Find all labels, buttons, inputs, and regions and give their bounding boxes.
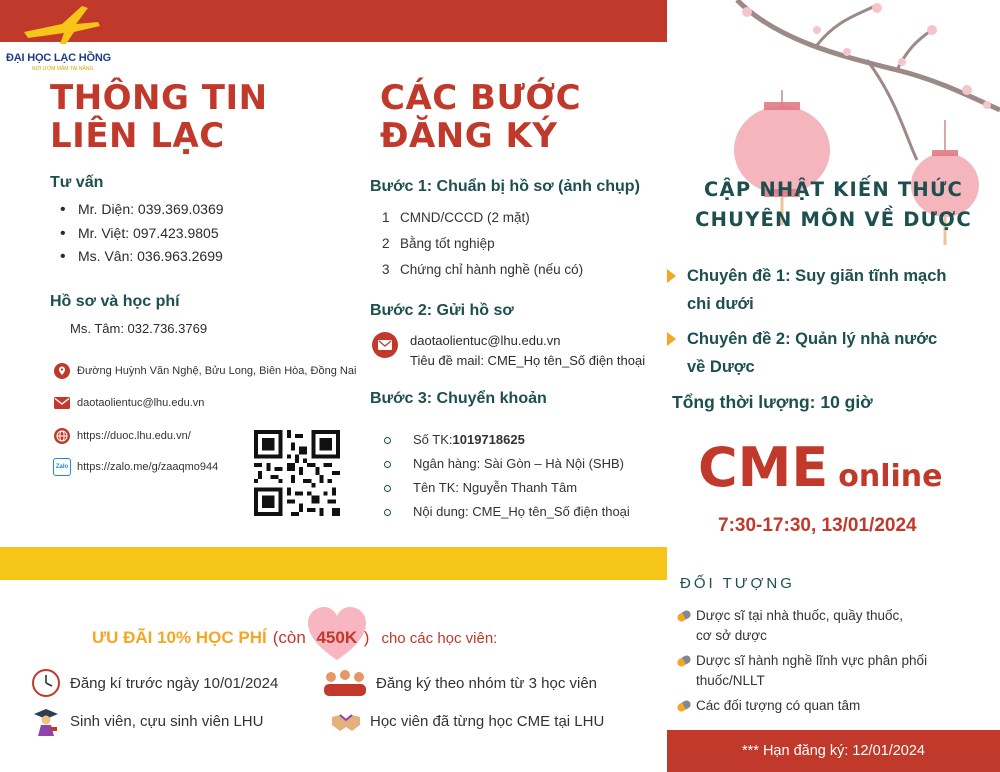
benefit-text: Sinh viên, cựu sinh viên LHU [70, 712, 264, 730]
item-text: Chứng chỉ hành nghề (nếu có) [400, 262, 584, 277]
address-row [53, 362, 356, 380]
benefit-text: Học viên đã từng học CME tại LHU [370, 712, 605, 730]
graduate-icon [30, 705, 62, 737]
consultant-item: • Mr. Diện: 039.369.0369 [50, 198, 224, 222]
steps-title-line2: ĐĂNG KÝ [380, 116, 558, 156]
topic1-line2: chi dưới [687, 295, 754, 313]
website-row[interactable] [53, 427, 191, 445]
bank-name: Ngân hàng: Sài Gòn – Hà Nội (SHB) [413, 456, 624, 471]
benefit-item [30, 705, 263, 737]
benefit-text: Đăng kí trước ngày 10/01/2024 [70, 674, 279, 692]
audience-item [677, 696, 997, 716]
audience-heading: ĐỐI TƯỢNG [680, 575, 795, 592]
audience-line1: Các đối tượng có quan tâm [696, 698, 861, 713]
contact-title-line1: THÔNG TIN [50, 78, 268, 118]
consultant-item: • Ms. Vân: 036.963.2699 [50, 245, 224, 269]
account-number: 1019718625 [452, 432, 525, 447]
pill-icon [676, 609, 692, 623]
email-row[interactable] [53, 394, 204, 412]
step2-heading: Bước 2: Gửi hồ sơ [370, 302, 514, 319]
zalo-row[interactable] [53, 458, 218, 476]
audience-line2: cơ sở dược [696, 628, 767, 643]
ring-bullet-icon [384, 509, 391, 516]
handshake-icon [330, 705, 362, 737]
globe-icon [53, 427, 71, 445]
yellow-band [0, 547, 667, 580]
topic2-line2: về Dược [687, 358, 755, 376]
course-title-line1: CẬP NHẬT KIẾN THỨC [704, 178, 963, 201]
steps-title-line1: CÁC BƯỚC [380, 78, 582, 118]
zalo-link[interactable]: https://zalo.me/g/zaaqmo944 [77, 461, 219, 473]
list-item [372, 231, 583, 257]
audience-line1: Dược sĩ tại nhà thuốc, quầy thuốc, [696, 608, 904, 623]
audience-line1: Dược sĩ hành nghề lĩnh vực phân phối [696, 653, 928, 668]
steps-title [380, 79, 581, 155]
clock-icon [30, 667, 62, 699]
promo-suffix: cho các học viên: [381, 629, 498, 647]
zalo-icon: Zalo [53, 458, 71, 476]
consult-heading: Tư vấn [50, 174, 104, 191]
mail-icon [372, 332, 398, 358]
address-text: Đường Huỳnh Văn Nghệ, Bửu Long, Biên Hòa, Đồng Nai [77, 365, 357, 377]
ring-bullet-icon [384, 485, 391, 492]
ring-bullet-icon [384, 437, 391, 444]
mail-icon [53, 394, 71, 412]
step2-email-link[interactable]: daotaolientuc@lhu.edu.vn [410, 333, 561, 348]
logo-tagline: NƠI ƯƠM MẦM TÀI NĂNG [32, 66, 94, 72]
benefit-item [30, 667, 278, 699]
location-pin-icon [53, 362, 71, 380]
benefit-text: Đăng ký theo nhóm từ 3 học viên [376, 674, 598, 692]
item-text: CMND/CCCD (2 mặt) [400, 210, 530, 225]
email-link[interactable]: daotaolientuc@lhu.edu.vn [77, 397, 205, 409]
group-people-icon [322, 667, 368, 699]
price-heart [310, 616, 364, 660]
list-item [372, 205, 583, 231]
item-number: 3 [382, 262, 390, 277]
benefit-item [322, 667, 597, 699]
promo-price: 450K [316, 628, 358, 647]
list-item [370, 500, 630, 524]
contact-title [50, 79, 268, 155]
triangle-bullet-icon [667, 269, 676, 283]
item-number: 1 [382, 210, 390, 225]
deadline-banner [667, 730, 1000, 772]
audience-line2: thuốc/NLLT [696, 673, 765, 688]
schedule: 7:30-17:30, 13/01/2024 [718, 515, 917, 536]
contact-title-line2: LIÊN LẠC [50, 116, 225, 156]
step1-heading: Bước 1: Chuẩn bị hồ sơ (ảnh chụp) [370, 178, 640, 195]
step3-heading: Bước 3: Chuyển khoản [370, 390, 547, 407]
website-link[interactable]: https://duoc.lhu.edu.vn/ [77, 430, 191, 442]
pill-icon [676, 654, 692, 668]
benefit-item [330, 705, 604, 737]
consultant-item: • Mr. Việt: 097.423.9805 [50, 222, 224, 246]
ring-bullet-icon [384, 461, 391, 468]
deadline-text: *** Hạn đăng ký: 12/01/2024 [742, 743, 925, 759]
audience-item [677, 606, 997, 646]
promo-paren-open: (còn [272, 628, 306, 647]
audience-item [677, 651, 997, 691]
consultant-list [50, 198, 224, 269]
logo-plane-icon [22, 2, 102, 46]
cme-label: CME [698, 436, 829, 499]
course-title-line2: CHUYÊN MÔN VỀ DƯỢC [695, 208, 972, 231]
qr-code-image [254, 430, 340, 516]
fees-contact: Ms. Tâm: 032.736.3769 [70, 321, 208, 336]
cme-online [698, 436, 943, 500]
bank-details [370, 428, 630, 524]
promo-line [92, 616, 497, 660]
logo-name: ĐẠI HỌC LẠC HỒNG [6, 52, 111, 64]
online-label: online [838, 459, 943, 494]
topic2-line1: Chuyên đề 2: Quản lý nhà nước [687, 330, 938, 348]
item-text: Bằng tốt nghiệp [400, 236, 495, 251]
step1-list [372, 205, 583, 283]
pill-icon [676, 699, 692, 713]
topic-item [667, 262, 987, 318]
list-item [370, 476, 630, 500]
audience-list [677, 606, 997, 721]
list-item [370, 452, 630, 476]
promo-prefix: ƯU ĐÃI 10% HỌC PHÍ [92, 628, 267, 647]
step2-subject: Tiêu đề mail: CME_Họ tên_Số điện thoại [410, 353, 646, 368]
account-label: Số TK: [413, 432, 453, 447]
triangle-bullet-icon [667, 332, 676, 346]
item-number: 2 [382, 236, 390, 251]
course-title [667, 175, 1000, 235]
duration: Tổng thời lượng: 10 giờ [672, 392, 873, 412]
topic-item [667, 325, 987, 381]
account-name: Tên TK: Nguyễn Thanh Tâm [413, 480, 578, 495]
transfer-content: Nội dung: CME_Họ tên_Số điện thoại [413, 504, 630, 519]
fees-heading: Hồ sơ và học phí [50, 293, 180, 310]
list-item [372, 257, 583, 283]
list-item [370, 428, 630, 452]
promo-paren-close: ) [363, 628, 370, 647]
topic1-line1: Chuyên đề 1: Suy giãn tĩnh mạch [687, 267, 947, 285]
